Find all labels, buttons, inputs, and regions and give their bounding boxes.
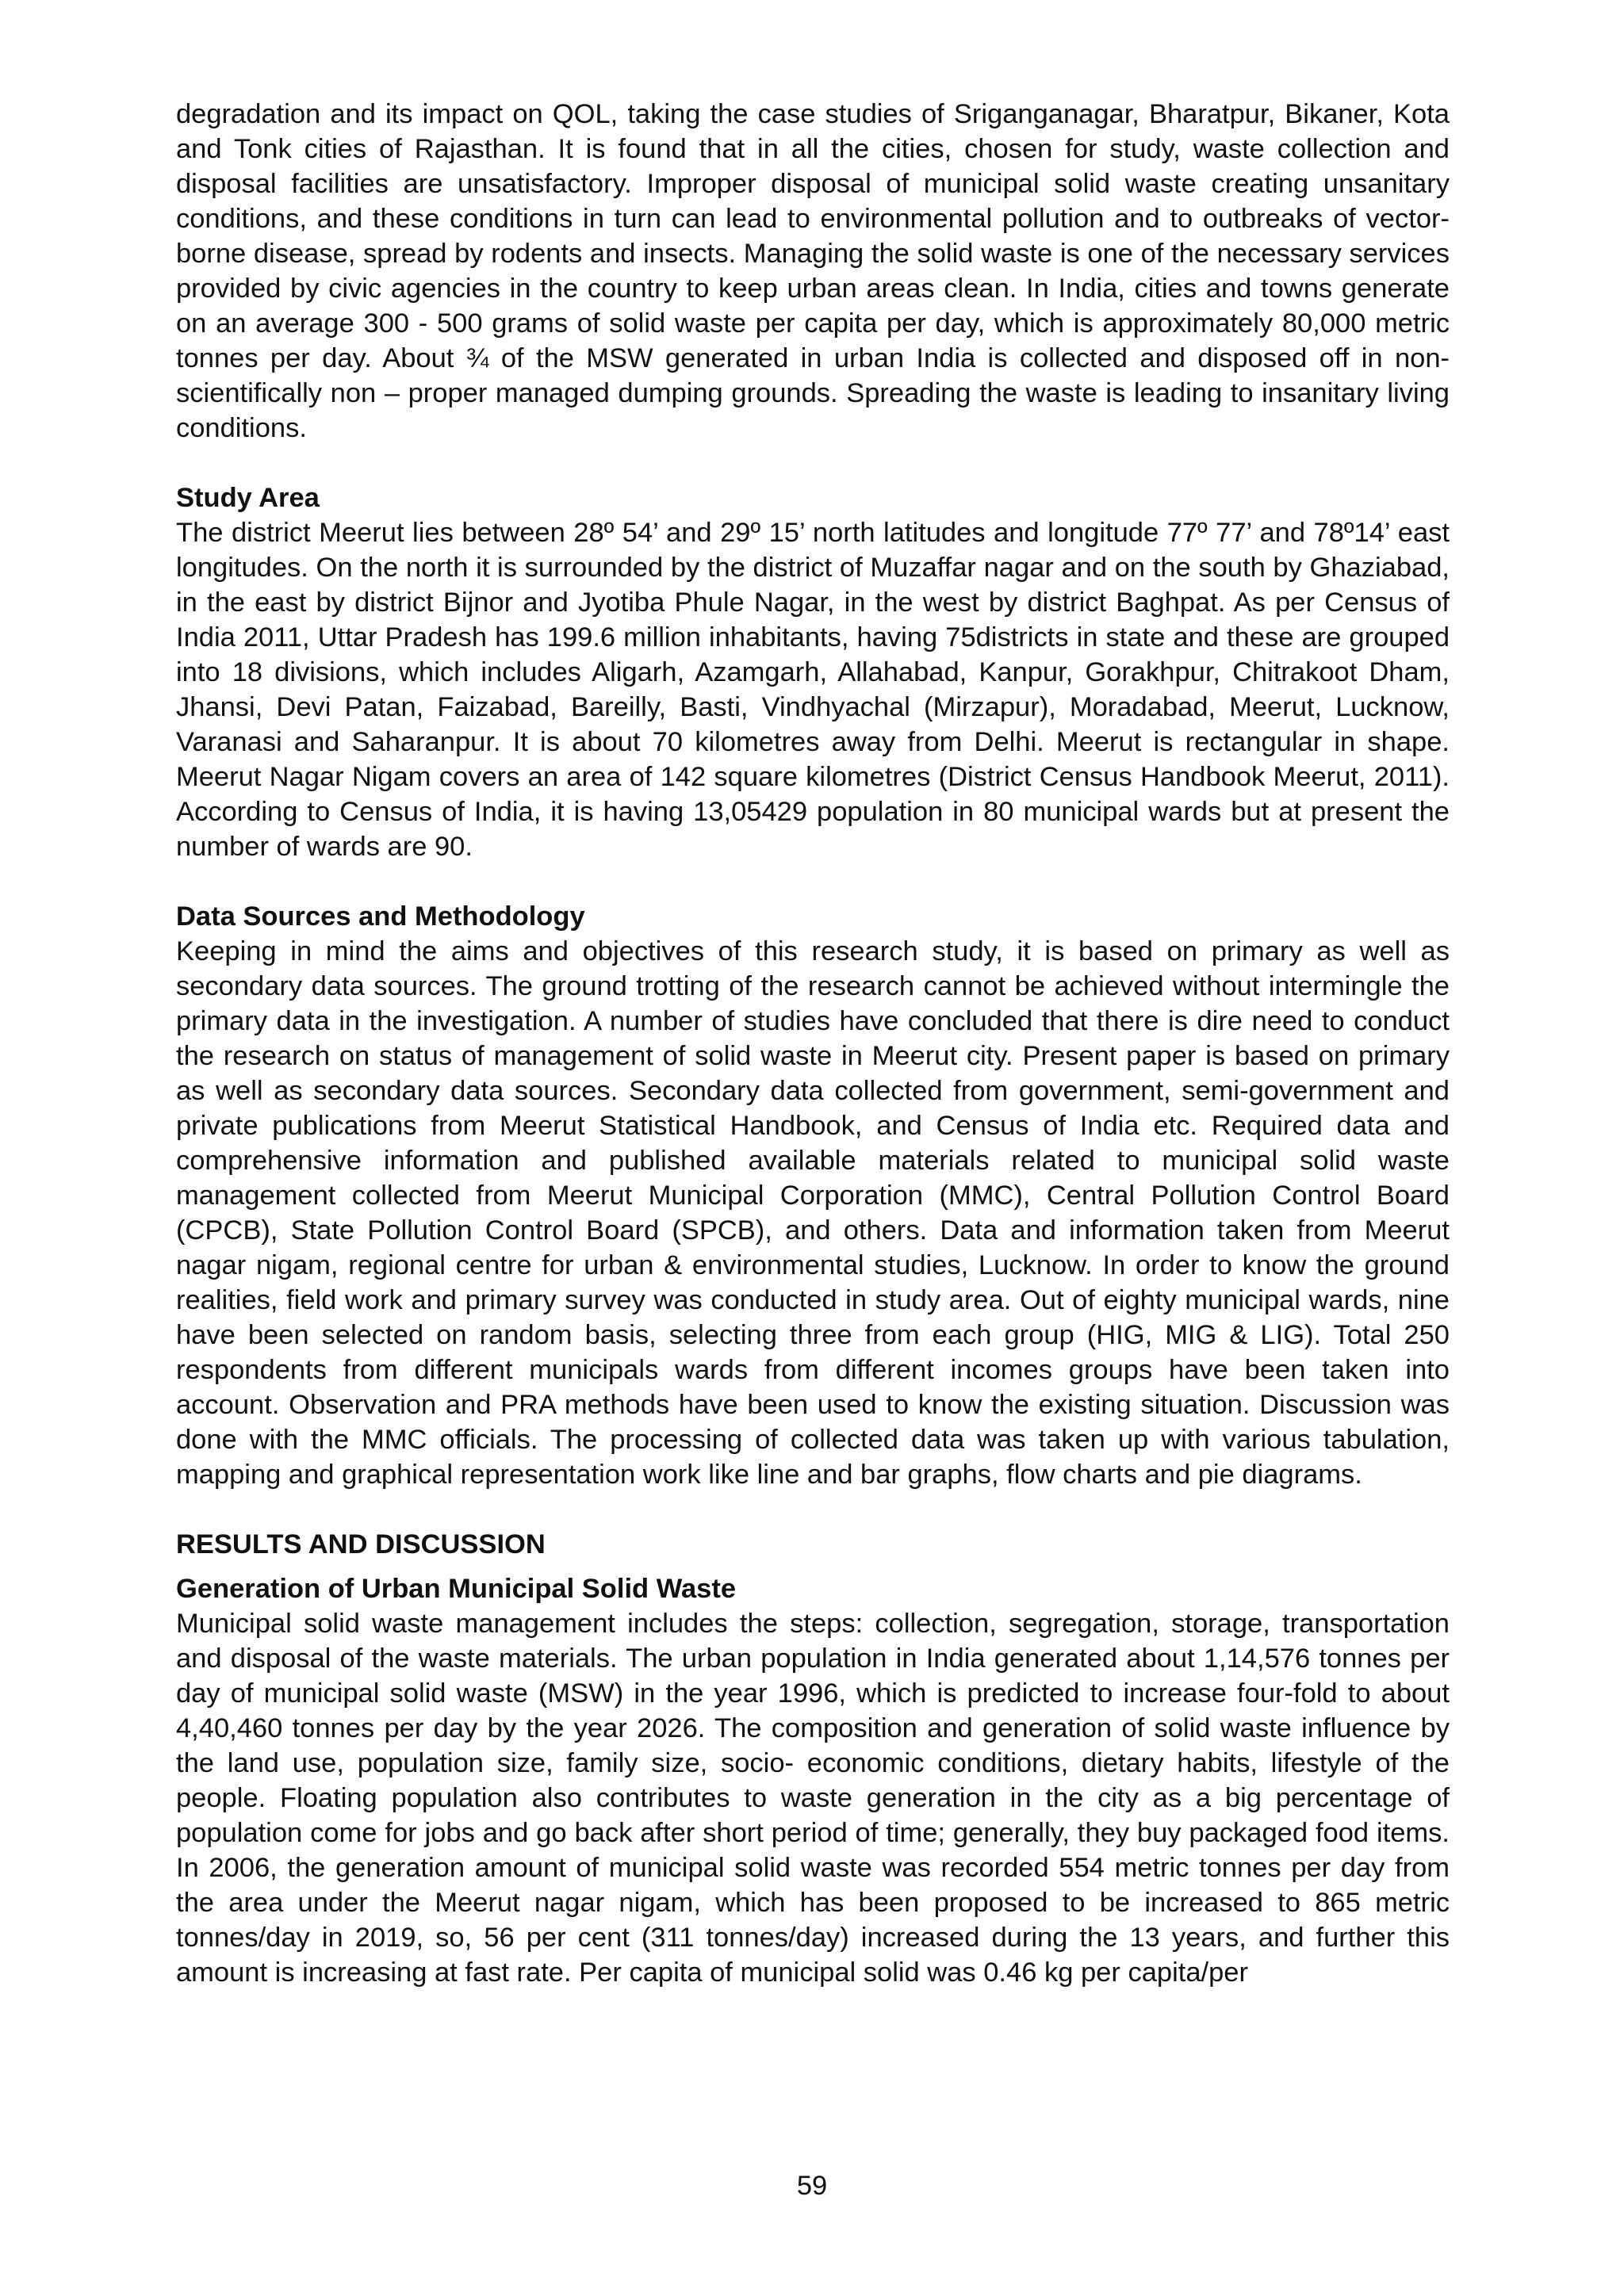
data-sources-section (176, 899, 1450, 1492)
study-area-heading: Study Area (176, 483, 320, 513)
results-subheading: Generation of Urban Municipal Solid Waste (176, 1574, 737, 1604)
study-area-paragraph: The district Meerut lies between 28º 54’ and 29º 15’ north latitudes and longitude 77º 77’ and 78º14’ east longitudes. On the north it is surrounded by the district of Muzaffar nagar and on the south by Ghaziabad, in the east by district Bijnor and Jyotiba Phule Nagar, in the west by district Baghpat. As per Census of India 2011, Uttar Pradesh has 199.6 million inhabitants, having 75districts in state and these are grouped into 18 divisions, which includes Aligarh, Azamgarh, Allahabad, Kanpur, Gorakhpur, Chitrakoot Dham, Jhansi, Devi Patan, Faizabad, Bareilly, Basti, Vindhyachal (Mirzapur), Moradabad, Meerut, Lucknow, Varanasi and Saharanpur. It is about 70 kilometres away from Delhi. Meerut is rectangular in shape. Meerut Nagar Nigam covers an area of 142 square kilometres (District Census Handbook Meerut, 2011). According to Census of India, it is having 13,05429 population in 80 municipal wards but at present the number of wards are 90. (176, 518, 1450, 862)
page-number: 59 (796, 2171, 828, 2201)
data-sources-paragraph: Keeping in mind the aims and objectives of this research study, it is based on primary as well as secondary data sources. The ground trotting of the research cannot be achieved without intermingle the primary data in the investigation. A number of studies have concluded that there is dire need to conduct the research on status of management of solid waste in Meerut city. Present paper is based on primary as well as secondary data sources. Secondary data collected from government, semi-government and private publications from Meerut Statistical Handbook, and Census of India etc. Required data and comprehensive information and published available materials related to municipal solid waste management collected from Meerut Municipal Corporation (MMC), Central Pollution Control Board (CPCB), State Pollution Control Board (SPCB), and others. Data and information taken from Meerut nagar nigam, regional centre for urban & environmental studies, Lucknow. In order to know the ground realities, field work and primary survey was conducted in study area. Out of eighty municipal wards, nine have been selected on random basis, selecting three from each group (HIG, MIG & LIG). Total 250 respondents from different municipals wards from different incomes groups have been taken into account. Observation and PRA methods have been used to know the existing situation. Discussion was done with the MMC officials. The processing of collected data was taken up with various tabulation, mapping and graphical representation work like line and bar graphs, flow charts and pie diagrams. (176, 936, 1450, 1490)
results-section (176, 1527, 1450, 1990)
page-body (176, 97, 1450, 1990)
results-paragraph: Municipal solid waste management includes the steps: collection, segregation, storage, transportation and disposal of the waste materials. The urban population in India generated about 1,14,576 tonnes per day of municipal solid waste (MSW) in the year 1996, which is predicted to increase four-fold to about 4,40,460 tonnes per day by the year 2026. The composition and generation of solid waste influence by the land use, population size, family size, socio- economic conditions, dietary habits, lifestyle of the people. Floating population also contributes to waste generation in the city as a big percentage of population come for jobs and go back after short period of time; generally, they buy packaged food items. In 2006, the generation amount of municipal solid waste was recorded 554 metric tonnes per day from the area under the Meerut nagar nigam, which has been proposed to be increased to 865 metric tonnes/day in 2019, so, 56 per cent (311 tonnes/day) increased during the 13 years, and further this amount is increasing at fast rate. Per capita of municipal solid was 0.46 kg per capita/per (176, 1609, 1450, 1988)
data-sources-heading: Data Sources and Methodology (176, 901, 585, 932)
intro-paragraph: degradation and its impact on QOL, taking the case studies of Sriganganagar, Bharatpur, Bikaner, Kota and Tonk cities of Rajasthan. It is found that in all the cities, chosen for study, waste collection and disposal facilities are unsatisfactory. Improper disposal of municipal solid waste creating unsanitary conditions, and these conditions in turn can lead to environmental pollution and to outbreaks of vector-borne disease, spread by rodents and insects. Managing the solid waste is one of the necessary services provided by civic agencies in the country to keep urban areas clean. In India, cities and towns generate on an average 300 - 500 grams of solid waste per capita per day, which is approximately 80,000 metric tonnes per day. About ¾ of the MSW generated in urban India is collected and disposed off in non-scientifically non – proper managed dumping grounds. Spreading the waste is leading to insanitary living conditions. (176, 99, 1450, 443)
study-area-section (176, 480, 1450, 864)
results-heading: RESULTS AND DISCUSSION (176, 1529, 546, 1559)
